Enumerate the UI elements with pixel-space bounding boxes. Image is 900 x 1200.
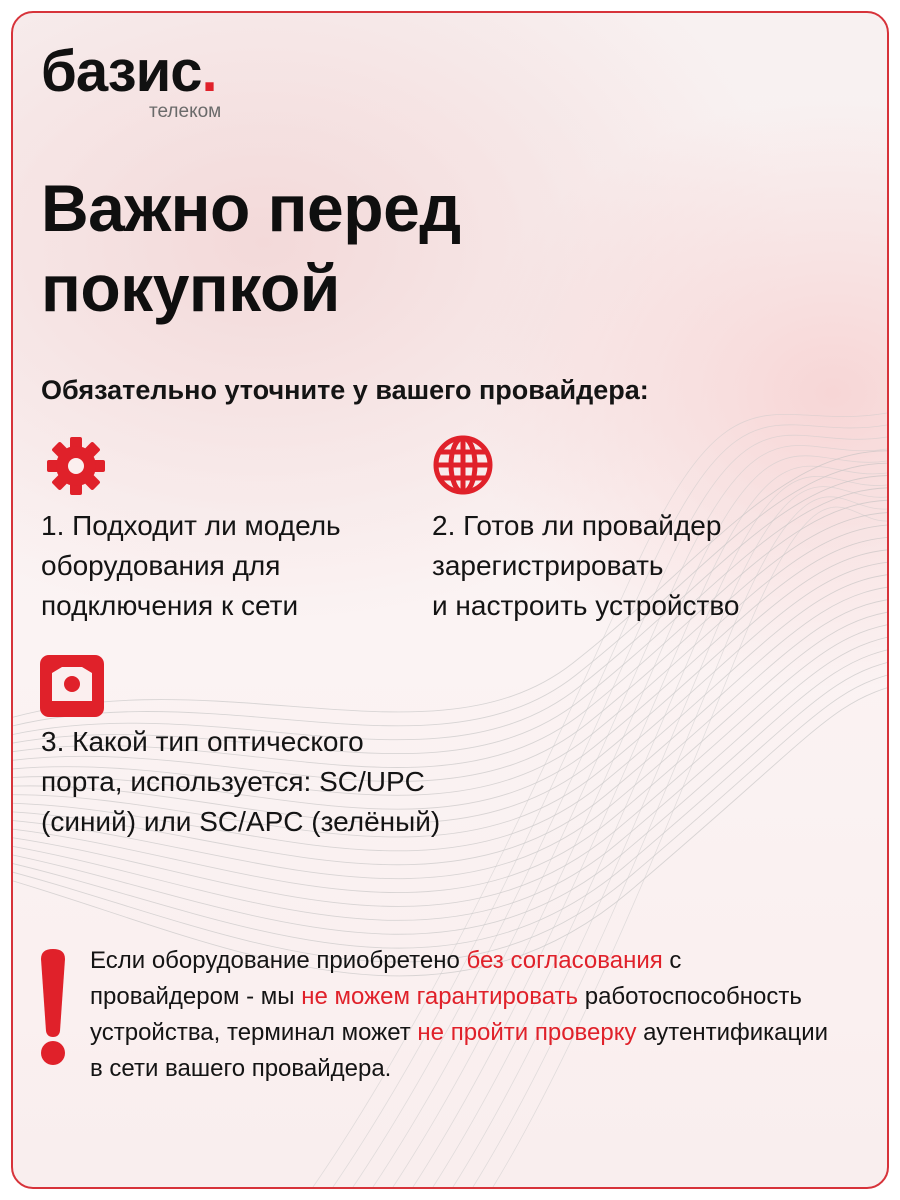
list-item-provider-registration [432, 506, 740, 626]
warning-highlight: не пройти проверку [417, 1019, 637, 1046]
item-line: 3. Какой тип оптического [41, 726, 364, 757]
page-title-line-1: Важно перед [41, 171, 461, 245]
logo-text: базис [41, 39, 202, 104]
warning-text: работоспособность устройства, терминал может [90, 983, 802, 1046]
item-line: подключения к сети [41, 590, 299, 621]
logo-wordmark [41, 39, 217, 104]
logo-dot: . [201, 39, 217, 104]
company-logo [41, 39, 222, 122]
product-info-card [11, 11, 889, 1189]
logo-subtitle: телеком [149, 101, 222, 122]
page-title [41, 168, 461, 328]
list-item-model-compatibility [41, 506, 341, 626]
warning-notice [90, 943, 830, 1087]
item-line: 1. Подходит ли модель [41, 510, 341, 541]
section-subtitle: Обязательно уточните у вашего провайдера: [41, 375, 649, 405]
globe-icon [431, 433, 495, 497]
optical-port-icon [40, 655, 104, 717]
exclamation-icon [37, 949, 69, 1067]
page-title-line-2: покупкой [41, 251, 340, 325]
warning-text: Если оборудование приобретено [90, 947, 467, 974]
warning-text: с провайдером - мы [90, 947, 682, 1010]
item-line: порта, используется: SC/UPC [41, 766, 425, 797]
item-line: 2. Готов ли провайдер [432, 510, 722, 541]
warning-text: аутентификации в сети вашего провайдера. [90, 1019, 829, 1082]
item-line: зарегистрировать [432, 550, 664, 581]
item-line: (синий) или SC/APC (зелёный) [41, 806, 441, 837]
list-item-optical-port-type [41, 722, 440, 842]
warning-highlight: не можем гарантировать [301, 983, 579, 1010]
warning-highlight: без согласования [466, 947, 663, 974]
item-line: оборудования для [41, 550, 281, 581]
gear-icon [45, 435, 107, 497]
item-line: и настроить устройство [432, 590, 740, 621]
